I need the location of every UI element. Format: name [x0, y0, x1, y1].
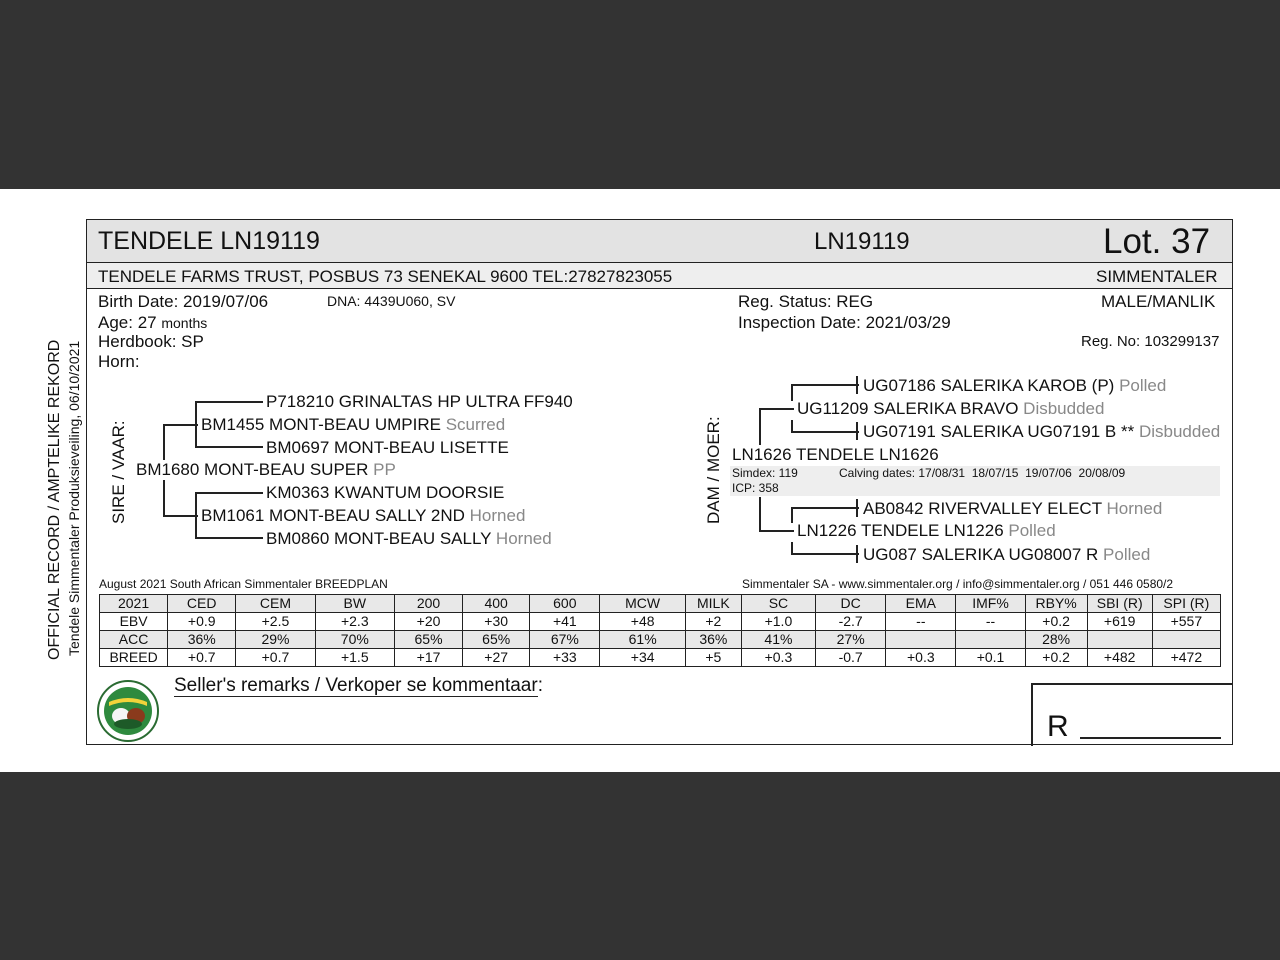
dam-ds-tick — [856, 499, 858, 517]
dam-ss-name: UG07186 SALERIKA KAROB (P) — [863, 376, 1115, 395]
ebv-table — [99, 594, 1221, 667]
breed-cell: +0.3 — [741, 649, 815, 667]
dam-s-line-bottom — [791, 431, 859, 433]
acc-row — [100, 631, 1221, 649]
ebv-cell: +30 — [463, 613, 530, 631]
breedplan-contact: Simmentaler SA - www.simmentaler.org / info@simmentaler.org / 051 446 0580/2 — [742, 577, 1174, 591]
breed-avg-row — [100, 649, 1221, 667]
dam-line-bottom — [759, 530, 794, 532]
sire-ds: KM0363 KWANTUM DOORSIE — [266, 483, 505, 502]
acc-cell — [886, 631, 956, 649]
ebv-header-cell: BW — [315, 595, 394, 613]
ebv-cell: +1.0 — [741, 613, 815, 631]
ebv-header-cell: DC — [816, 595, 886, 613]
official-record-label: OFFICIAL RECORD / AMPTELIKE REKORD — [46, 339, 63, 660]
dam-line-top — [759, 408, 794, 410]
sire-s-bracket — [195, 401, 197, 447]
horn: Horn: — [98, 352, 140, 371]
sire-dd — [266, 529, 552, 549]
animal-name: TENDELE LN19119 — [98, 227, 320, 255]
acc-cell: ACC — [100, 631, 168, 649]
ebv-cell: -2.7 — [816, 613, 886, 631]
sire-d-line-top — [195, 492, 263, 494]
dam-s — [797, 399, 1104, 419]
sire-name: BM1680 MONT-BEAU SUPER — [136, 460, 369, 479]
breed-cell: +27 — [463, 649, 530, 667]
acc-cell: 27% — [816, 631, 886, 649]
ebv-cell: +2.3 — [315, 613, 394, 631]
reg-status: Reg. Status: REG — [738, 292, 874, 311]
acc-cell: 65% — [463, 631, 530, 649]
dam-d-line-bottom — [791, 553, 859, 555]
sire-s-name: BM1455 MONT-BEAU UMPIRE — [201, 415, 441, 434]
breed-cell: +0.7 — [236, 649, 315, 667]
ebv-header-cell: RBY% — [1025, 595, 1087, 613]
price-box-top — [1031, 683, 1233, 685]
dam-s-horn: Disbudded — [1023, 399, 1105, 418]
breed-cell: +34 — [600, 649, 685, 667]
sire-d-horn: Horned — [469, 506, 526, 525]
dam-dd-tick — [856, 545, 858, 563]
acc-cell: 28% — [1025, 631, 1087, 649]
ebv-header-cell: MILK — [685, 595, 741, 613]
dam-d-bracket-a — [791, 507, 793, 523]
sire-s-line-top — [195, 401, 263, 403]
dam-dd-horn: Polled — [1103, 545, 1151, 564]
breed-cell: +33 — [530, 649, 600, 667]
ebv-header-cell: SPI (R) — [1152, 595, 1220, 613]
ebv-header-cell: CED — [168, 595, 236, 613]
ebv-header-cell: EMA — [886, 595, 956, 613]
price-box-left — [1031, 683, 1033, 746]
dam-s-name: UG11209 SALERIKA BRAVO — [797, 399, 1019, 418]
breed-cell: +0.3 — [886, 649, 956, 667]
ebv-cell: +41 — [530, 613, 600, 631]
sire-d-line-bottom — [195, 537, 263, 539]
dam-calving-dates: Calving dates: 17/08/31 18/07/15 19/07/06 20/08/09 — [839, 466, 1126, 480]
dam-bracket-top — [759, 408, 761, 445]
acc-cell: 36% — [168, 631, 236, 649]
ebv-cell: +557 — [1152, 613, 1220, 631]
dam-d-name: LN1226 TENDELE LN1226 — [797, 521, 1004, 540]
ebv-header-cell: 200 — [394, 595, 462, 613]
ebv-cell: +0.9 — [168, 613, 236, 631]
ebv-cell: +619 — [1087, 613, 1152, 631]
ebv-header-cell: IMF% — [956, 595, 1025, 613]
dam-bracket-bottom — [759, 497, 761, 531]
sellers-remarks — [174, 675, 543, 697]
dam-sd-horn: Disbudded — [1138, 422, 1221, 441]
acc-cell — [956, 631, 1025, 649]
breed-label: SIMMENTALER — [1096, 267, 1218, 286]
dam-ss — [863, 376, 1166, 396]
breed-cell: +0.7 — [168, 649, 236, 667]
sellers-remarks-label: Seller's remarks / Verkoper se kommentaar — [174, 675, 538, 696]
acc-cell: 29% — [236, 631, 315, 649]
acc-cell — [1152, 631, 1220, 649]
sire-s-line-bottom — [195, 446, 263, 448]
sire-label: SIRE / VAAR: — [109, 420, 128, 524]
sire-sd: BM0697 MONT-BEAU LISETTE — [266, 438, 509, 457]
dam-ds-name: AB0842 RIVERVALLEY ELECT — [863, 499, 1102, 518]
sire-dd-name: BM0860 MONT-BEAU SALLY — [266, 529, 492, 548]
birth-date: Birth Date: 2019/07/06 — [98, 292, 269, 311]
dam-main: LN1626 TENDELE LN1626 — [732, 445, 939, 464]
breed-cell: +5 — [685, 649, 741, 667]
dam-ss-horn: Polled — [1119, 376, 1167, 395]
sire-line-bottom — [163, 515, 198, 517]
price-line[interactable] — [1080, 737, 1221, 739]
age-value: Age: 27 — [98, 313, 157, 332]
dam-s-bracket-a — [791, 384, 793, 401]
sire-line-top — [163, 424, 198, 426]
ebv-header-cell: 400 — [463, 595, 530, 613]
dam-sd — [863, 422, 1220, 442]
dam-sd-tick — [856, 422, 858, 440]
ebv-cell: +2 — [685, 613, 741, 631]
animal-id: LN19119 — [814, 228, 910, 255]
ebv-cell: -- — [886, 613, 956, 631]
age — [98, 313, 207, 333]
lot-number: Lot. 37 — [1103, 222, 1211, 261]
breed-cell: +0.2 — [1025, 649, 1087, 667]
breedplan-title: August 2021 South African Simmentaler BREEDPLAN — [99, 577, 388, 591]
ebv-header-cell: SBI (R) — [1087, 595, 1152, 613]
breed-cell: +472 — [1152, 649, 1220, 667]
dam-simdex: Simdex: 119 — [732, 466, 798, 480]
ebv-cell: +0.2 — [1025, 613, 1087, 631]
sire-ss: P718210 GRINALTAS HP ULTRA FF940 — [266, 392, 573, 411]
acc-cell — [1087, 631, 1152, 649]
breed-cell: BREED — [100, 649, 168, 667]
sire-main — [136, 460, 396, 480]
dam-label: DAM / MOER: — [704, 416, 723, 524]
sire-dd-horn: Horned — [495, 529, 552, 548]
sex: MALE/MANLIK — [1101, 292, 1216, 311]
ebv-header-cell: CEM — [236, 595, 315, 613]
ebv-header-cell: SC — [741, 595, 815, 613]
price-label: R — [1047, 710, 1069, 743]
dam-sd-name: UG07191 SALERIKA UG07191 B ** — [863, 422, 1135, 441]
dam-s-line-top — [791, 384, 859, 386]
dam-d-horn: Polled — [1008, 521, 1056, 540]
age-unit: months — [161, 315, 208, 331]
dam-icp: ICP: 358 — [732, 481, 779, 495]
herdbook: Herdbook: SP — [98, 332, 204, 351]
ebv-cell: +20 — [394, 613, 462, 631]
sire-d-bracket — [195, 492, 197, 538]
dam-dd-name: UG087 SALERIKA UG08007 R — [863, 545, 1099, 564]
breed-cell: +1.5 — [315, 649, 394, 667]
dna: DNA: 4439U060, SV — [327, 293, 456, 309]
sellers-remarks-colon: : — [537, 675, 543, 696]
owner-info: TENDELE FARMS TRUST, POSBUS 73 SENEKAL 9600 TEL:27827823055 — [98, 267, 673, 286]
reg-number: Reg. No: 103299137 — [1081, 333, 1220, 350]
dam-ds — [863, 499, 1162, 519]
breed-cell: +482 — [1087, 649, 1152, 667]
ebv-header-row — [100, 595, 1221, 613]
sale-label: Tendele Simmentaler Produksieveiling, 06/10/2021 — [66, 340, 82, 656]
ebv-cell: +2.5 — [236, 613, 315, 631]
ebv-cell: +48 — [600, 613, 685, 631]
dam-ds-horn: Horned — [1106, 499, 1163, 518]
dam-ss-tick — [856, 376, 858, 394]
ebv-header-cell: 2021 — [100, 595, 168, 613]
acc-cell: 70% — [315, 631, 394, 649]
sire-d — [201, 506, 525, 526]
acc-cell: 67% — [530, 631, 600, 649]
acc-cell: 65% — [394, 631, 462, 649]
dam-d-line-top — [791, 507, 859, 509]
sire-s-horn: Scurred — [445, 415, 506, 434]
ebv-header-cell: MCW — [600, 595, 685, 613]
ebv-cell: EBV — [100, 613, 168, 631]
acc-cell: 41% — [741, 631, 815, 649]
simmentaler-logo-icon — [97, 680, 159, 742]
sire-s — [201, 415, 505, 435]
ebv-header-cell: 600 — [530, 595, 600, 613]
ebv-row — [100, 613, 1221, 631]
breed-cell: +17 — [394, 649, 462, 667]
dam-dd — [863, 545, 1150, 565]
breed-cell: -0.7 — [816, 649, 886, 667]
acc-cell: 36% — [685, 631, 741, 649]
acc-cell: 61% — [600, 631, 685, 649]
sire-horn: PP — [373, 460, 396, 479]
dam-d — [797, 521, 1056, 541]
inspection-date: Inspection Date: 2021/03/29 — [738, 313, 951, 332]
sire-d-name: BM1061 MONT-BEAU SALLY 2ND — [201, 506, 465, 525]
breed-cell: +0.1 — [956, 649, 1025, 667]
ebv-cell: -- — [956, 613, 1025, 631]
